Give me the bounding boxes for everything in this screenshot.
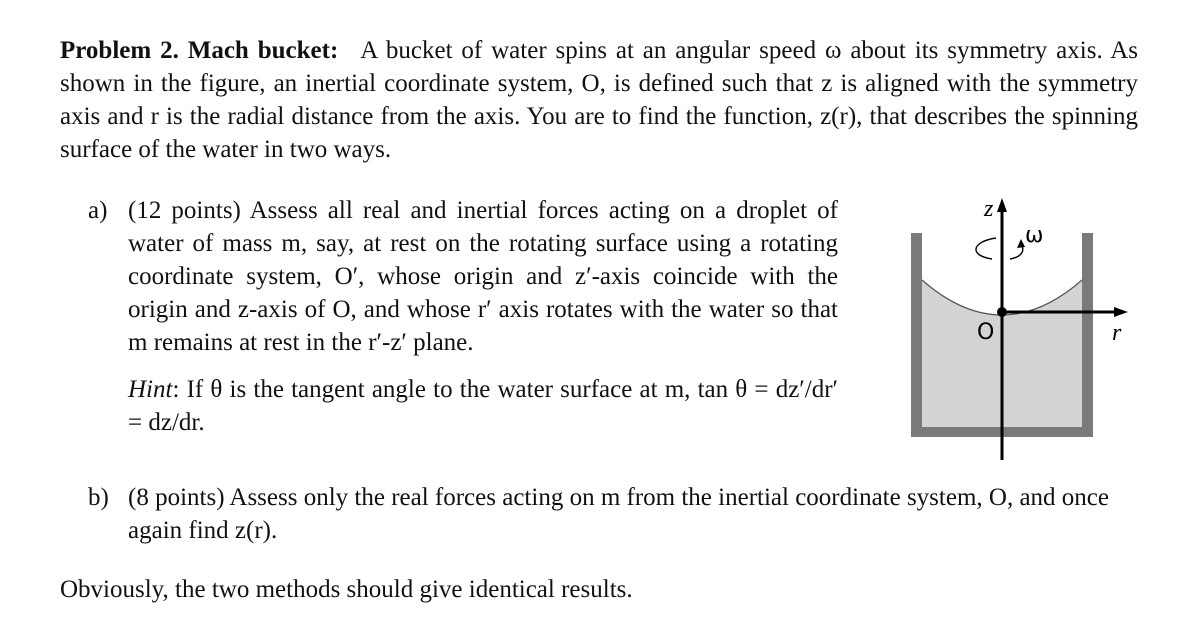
part-b-label: b) <box>88 484 109 511</box>
problem-intro <box>60 34 1138 166</box>
z-axis-arrowhead <box>997 198 1007 212</box>
r-axis-arrowhead <box>1114 307 1128 317</box>
part-b <box>88 481 1138 547</box>
hint-text: : If θ is the tangent angle to the water surface at m, tan θ = dz′/dr′ = dz/dr. <box>128 376 838 436</box>
closing-sentence: Obviously, the two methods should give identical results. <box>60 576 633 603</box>
problem-intro-text: A bucket of water spins at an angular speed ω about its symmetry axis. As shown in the figure, an inertial coordinate system, O, is defined such that z is aligned with the symmetry axis and r is the radial distance from the axis. You are to find the function, z(r), that describes the spinning surface of the water in two ways. <box>60 37 1138 163</box>
part-a <box>88 194 838 439</box>
part-a-paragraph <box>88 194 838 359</box>
rotation-arrowhead <box>1017 239 1025 248</box>
origin-dot <box>997 307 1007 317</box>
rotation-arrow <box>976 238 1023 259</box>
part-a-hint <box>88 373 838 439</box>
z-label: z <box>984 196 994 222</box>
bucket-right-wall <box>1082 233 1093 437</box>
bucket-left-wall <box>911 233 922 437</box>
part-a-text: (12 points) Assess all real and inertial forces acting on a droplet of water of mass m, say, at rest on the rotating surface using a rotating coordinate system, O′, whose origin and z′-axis coincide with the origin and z-axis of O, and whose r′ axis rotates with the water so that m remains at rest in the r′-z′ plane. <box>128 197 838 356</box>
bucket-figure <box>900 190 1130 465</box>
part-b-text: (8 points) Assess only the real forces acting on m from the inertial coordinate system, O, and once again find z(r). <box>128 484 1109 544</box>
hint-label: Hint <box>128 376 173 403</box>
problem-title: Problem 2. Mach bucket: <box>60 37 339 64</box>
omega-label: ω <box>1025 223 1044 248</box>
bucket-diagram <box>900 190 1130 465</box>
part-a-label: a) <box>88 197 108 224</box>
origin-label: O <box>977 320 995 345</box>
r-label: r <box>1112 320 1122 346</box>
